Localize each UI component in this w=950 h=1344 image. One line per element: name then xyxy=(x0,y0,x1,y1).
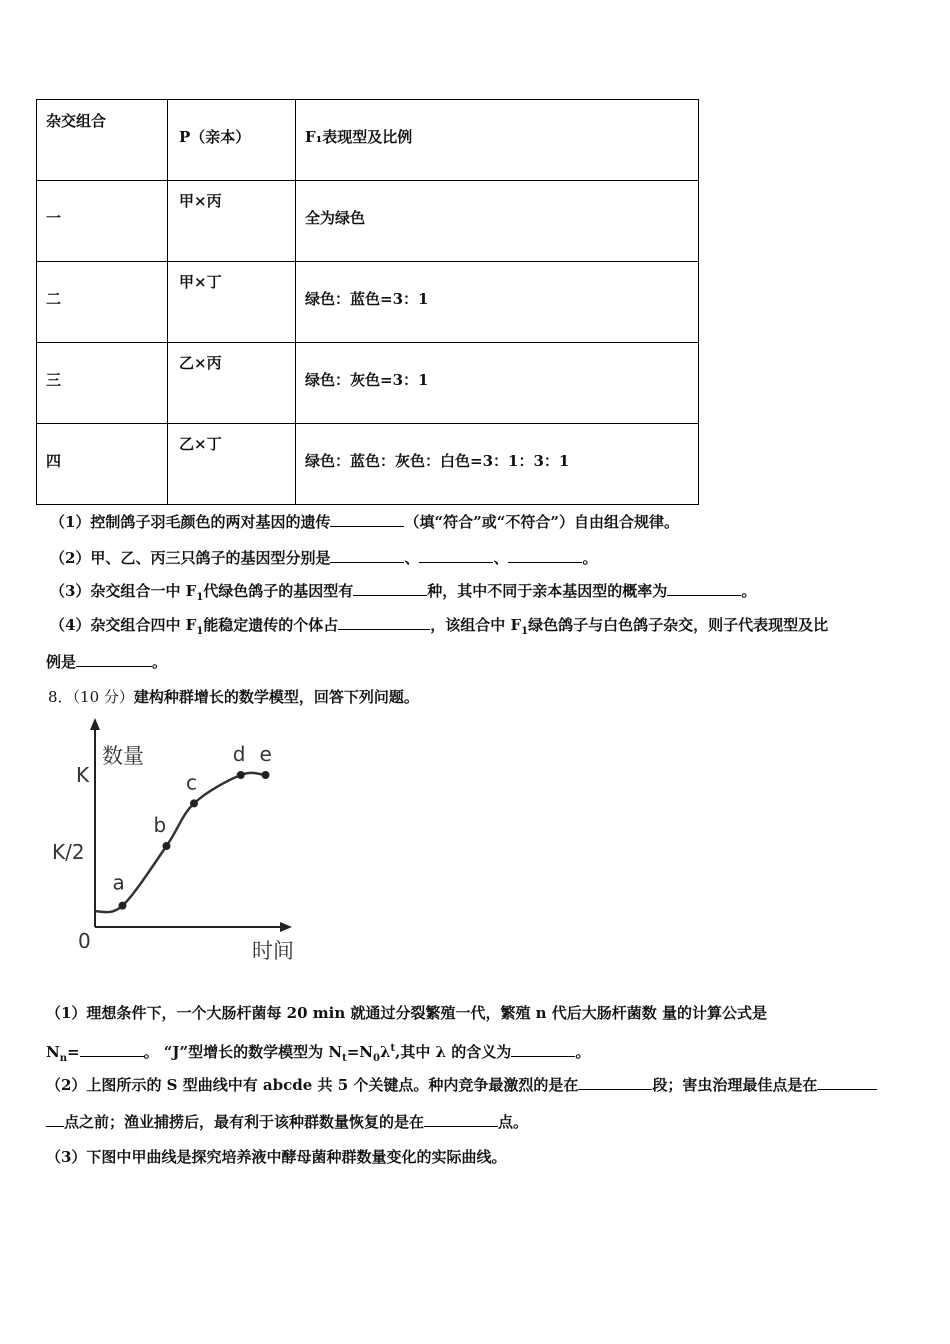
q8-part1 xyxy=(46,1002,767,1023)
cell xyxy=(37,424,168,505)
subscript: 0 xyxy=(373,1053,380,1064)
q7-part1-text: （1）控制鸽子羽毛颜色的两对基因的遗传 xyxy=(50,513,331,531)
answer-blank[interactable] xyxy=(511,1042,575,1057)
cell xyxy=(168,343,296,424)
point-a xyxy=(119,902,127,910)
subscript: 1 xyxy=(196,592,204,603)
q7-part2 xyxy=(50,547,598,568)
cell xyxy=(296,343,699,424)
q8-heading xyxy=(48,686,419,707)
header-cell xyxy=(168,100,296,181)
formula-text: =N xyxy=(346,1043,373,1061)
question-title: 建构种群增长的数学模型，回答下列问题。 xyxy=(133,688,419,706)
q7-part1 xyxy=(50,511,679,532)
cell xyxy=(168,181,296,262)
q8-part2-text: 点之前；渔业捕捞后，最有利于该种群数量恢复的是在 xyxy=(64,1113,425,1131)
point-label-c: c xyxy=(186,770,197,795)
period: 。 xyxy=(582,549,598,567)
answer-blank[interactable] xyxy=(330,548,404,563)
q7-part4-text: （4）杂交组合四中 F xyxy=(50,616,197,634)
q7-part4-cont xyxy=(46,651,167,672)
answer-blank[interactable] xyxy=(424,1112,498,1127)
cell xyxy=(168,262,296,343)
superscript: t xyxy=(390,1043,396,1054)
answer-blank[interactable] xyxy=(330,512,404,527)
q8-part2 xyxy=(46,1074,877,1095)
q7-part3-text: 种，其中不同于亲本基因型的概率为 xyxy=(427,582,668,600)
separator: 、 xyxy=(493,549,509,567)
answer-blank[interactable] xyxy=(46,1112,64,1127)
header-result: F₁表现型及比例 xyxy=(305,128,413,146)
answer-blank[interactable] xyxy=(508,548,582,563)
q8-part2-text: 点。 xyxy=(498,1113,529,1131)
question-number: 8．（10 分） xyxy=(48,688,134,706)
q7-part4-text: 例是 xyxy=(46,653,77,671)
origin-label: 0 xyxy=(78,929,91,953)
q8-part2-text: （2）上图所示的 S 型曲线中有 abcde 共 5 个关键点。种内竞争最激烈的是在 xyxy=(46,1076,579,1094)
q8-part1-text: （1）理想条件下，一个大肠杆菌每 20 min 就通过分裂繁殖一代，繁殖 n 代后大肠杆菌数 量的计算公式是 xyxy=(46,1004,768,1022)
point-e xyxy=(262,771,270,779)
q7-part1-text-end: （填“符合”或“不符合”）自由组合规律。 xyxy=(404,513,679,531)
subscript: 1 xyxy=(521,626,529,637)
y-axis-label: 数量 xyxy=(102,744,144,768)
q7-part4-text: 能稳定遗传的个体占 xyxy=(203,616,339,634)
header-cell xyxy=(296,100,699,181)
parents-cell: 乙×丙 xyxy=(179,354,222,372)
answer-blank[interactable] xyxy=(419,548,493,563)
table-header-row xyxy=(37,100,699,181)
table-row xyxy=(37,181,699,262)
q8-part3 xyxy=(46,1146,506,1167)
answer-blank[interactable] xyxy=(817,1075,877,1090)
answer-blank[interactable] xyxy=(667,581,741,596)
q7-part4-text: ，该组合中 F xyxy=(430,616,522,634)
answer-blank[interactable] xyxy=(578,1075,652,1090)
population-graph xyxy=(44,714,314,969)
tick-label-half-k: K/2 xyxy=(52,840,85,864)
header-parents: P（亲本） xyxy=(179,128,251,146)
parents-cell: 甲×丙 xyxy=(179,192,222,210)
separator: 、 xyxy=(404,549,420,567)
table-row xyxy=(37,424,699,505)
cell xyxy=(37,181,168,262)
period: 。 xyxy=(575,1043,591,1061)
subscript: t xyxy=(342,1053,347,1064)
formula-text: ,其中 λ 的含义为 xyxy=(395,1043,512,1061)
x-axis-arrow xyxy=(280,922,292,932)
q7-part3 xyxy=(50,580,756,603)
group-cell: 四 xyxy=(46,452,62,470)
point-label-a: a xyxy=(112,870,125,895)
q7-part3-text: 代绿色鸽子的基因型有 xyxy=(203,582,354,600)
cell xyxy=(296,424,699,505)
cell xyxy=(296,262,699,343)
group-cell: 一 xyxy=(46,209,62,227)
tick-label-k: K xyxy=(76,763,90,787)
formula-text: 。 “J”型增长的数学模型为 N xyxy=(143,1043,343,1061)
parents-cell: 甲×丁 xyxy=(179,273,222,291)
result-cell: 绿色：灰色=3：1 xyxy=(305,371,429,389)
y-axis-arrow xyxy=(90,718,100,730)
answer-blank[interactable] xyxy=(338,615,430,630)
q7-part4 xyxy=(50,614,828,637)
table-row xyxy=(37,262,699,343)
cell xyxy=(37,262,168,343)
answer-blank[interactable] xyxy=(80,1042,144,1057)
result-cell: 绿色：蓝色：灰色：白色=3：1：3：1 xyxy=(305,452,570,470)
point-c xyxy=(190,799,198,807)
cross-table xyxy=(36,99,699,505)
point-b xyxy=(163,842,171,850)
formula-text: λ xyxy=(379,1043,391,1061)
x-axis-label: 时间 xyxy=(252,939,294,963)
q8-part2-text: 段；害虫治理最佳点是在 xyxy=(652,1076,818,1094)
point-d xyxy=(237,771,245,779)
formula-text: N xyxy=(46,1043,60,1061)
subscript: 1 xyxy=(196,626,204,637)
q7-part4-text: 绿色鸽子与白色鸽子杂交，则子代表现型及比 xyxy=(528,616,829,634)
header-group: 杂交组合 xyxy=(46,112,107,130)
answer-blank[interactable] xyxy=(76,652,152,667)
q7-part2-text: （2）甲、乙、丙三只鸽子的基因型分别是 xyxy=(50,549,331,567)
cell xyxy=(168,424,296,505)
period: 。 xyxy=(741,582,757,600)
group-cell: 三 xyxy=(46,371,62,389)
point-label-e: e xyxy=(259,742,272,766)
result-cell: 绿色：蓝色=3：1 xyxy=(305,290,429,308)
result-cell: 全为绿色 xyxy=(305,209,366,227)
table-row xyxy=(37,343,699,424)
cell xyxy=(37,343,168,424)
header-cell xyxy=(37,100,168,181)
q8-part1-formula xyxy=(46,1041,590,1064)
point-label-b: b xyxy=(153,813,167,837)
formula-text: = xyxy=(67,1043,80,1061)
parents-cell: 乙×丁 xyxy=(179,435,222,453)
cell xyxy=(296,181,699,262)
period: 。 xyxy=(152,653,168,671)
subscript: n xyxy=(59,1053,67,1064)
point-label-d: d xyxy=(232,742,246,766)
answer-blank[interactable] xyxy=(353,581,427,596)
q8-part3-text: （3）下图中甲曲线是探究培养液中酵母菌种群数量变化的实际曲线。 xyxy=(46,1148,507,1166)
q8-part2-cont xyxy=(46,1111,528,1132)
group-cell: 二 xyxy=(46,290,62,308)
q7-part3-text: （3）杂交组合一中 F xyxy=(50,582,197,600)
